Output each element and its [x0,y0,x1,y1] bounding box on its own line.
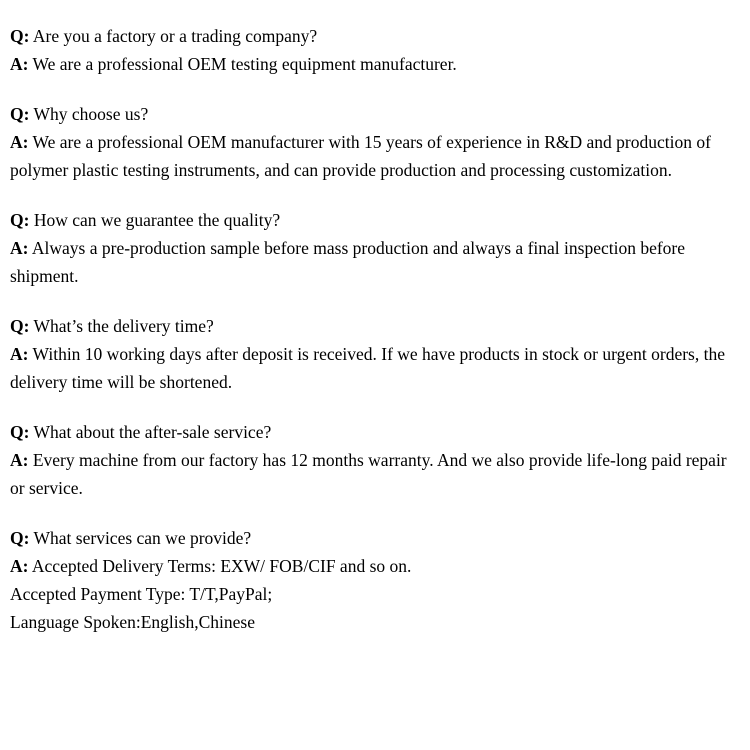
question-label: Q: [10,528,30,548]
question-label: Q: [10,104,30,124]
faq-question [10,22,740,50]
answer-label: A: [10,238,29,258]
faq-answer [10,446,740,502]
question-text: What about the after-sale service? [33,422,272,442]
question-text: What services can we provide? [33,528,252,548]
question-text: Are you a factory or a trading company? [32,26,318,46]
faq-item [10,22,740,78]
answer-label: A: [10,450,29,470]
faq-item [10,100,740,184]
question-label: Q: [10,422,30,442]
answer-text: Every machine from our factory has 12 months warranty. And we also provide life-long paid repair or service. [10,450,727,498]
question-label: Q: [10,316,30,336]
faq-question [10,312,740,340]
faq-question [10,418,740,446]
faq-item [10,524,740,636]
answer-label: A: [10,556,29,576]
answer-text: We are a professional OEM testing equipment manufacturer. [32,54,457,74]
faq-answer [10,128,740,184]
faq-item [10,206,740,290]
answer-label: A: [10,54,29,74]
answer-text: Always a pre-production sample before mass production and always a final inspection before shipment. [10,238,686,286]
faq-answer [10,552,740,580]
faq-answer-extra: Language Spoken:English,Chinese [10,612,255,632]
answer-text: We are a professional OEM manufacturer with 15 years of experience in R&D and production of polymer plastic testing instruments, and can provide production and processing customization. [10,132,711,180]
faq-question [10,524,740,552]
answer-text: Accepted Delivery Terms: EXW/ FOB/CIF and so on. [31,556,412,576]
question-text: Why choose us? [33,104,149,124]
faq-answer [10,234,740,290]
faq-item [10,312,740,396]
answer-label: A: [10,132,29,152]
answer-text: Within 10 working days after deposit is received. If we have products in stock or urgent orders, the delivery time will be shortened. [10,344,725,392]
faq-item [10,418,740,502]
faq-answer [10,340,740,396]
faq-answer [10,50,740,78]
faq-question [10,206,740,234]
question-label: Q: [10,210,30,230]
question-text: How can we guarantee the quality? [33,210,281,230]
question-label: Q: [10,26,30,46]
faq-answer-extra: Accepted Payment Type: T/T,PayPal; [10,584,273,604]
question-text: What’s the delivery time? [33,316,214,336]
faq-question [10,100,740,128]
answer-label: A: [10,344,29,364]
